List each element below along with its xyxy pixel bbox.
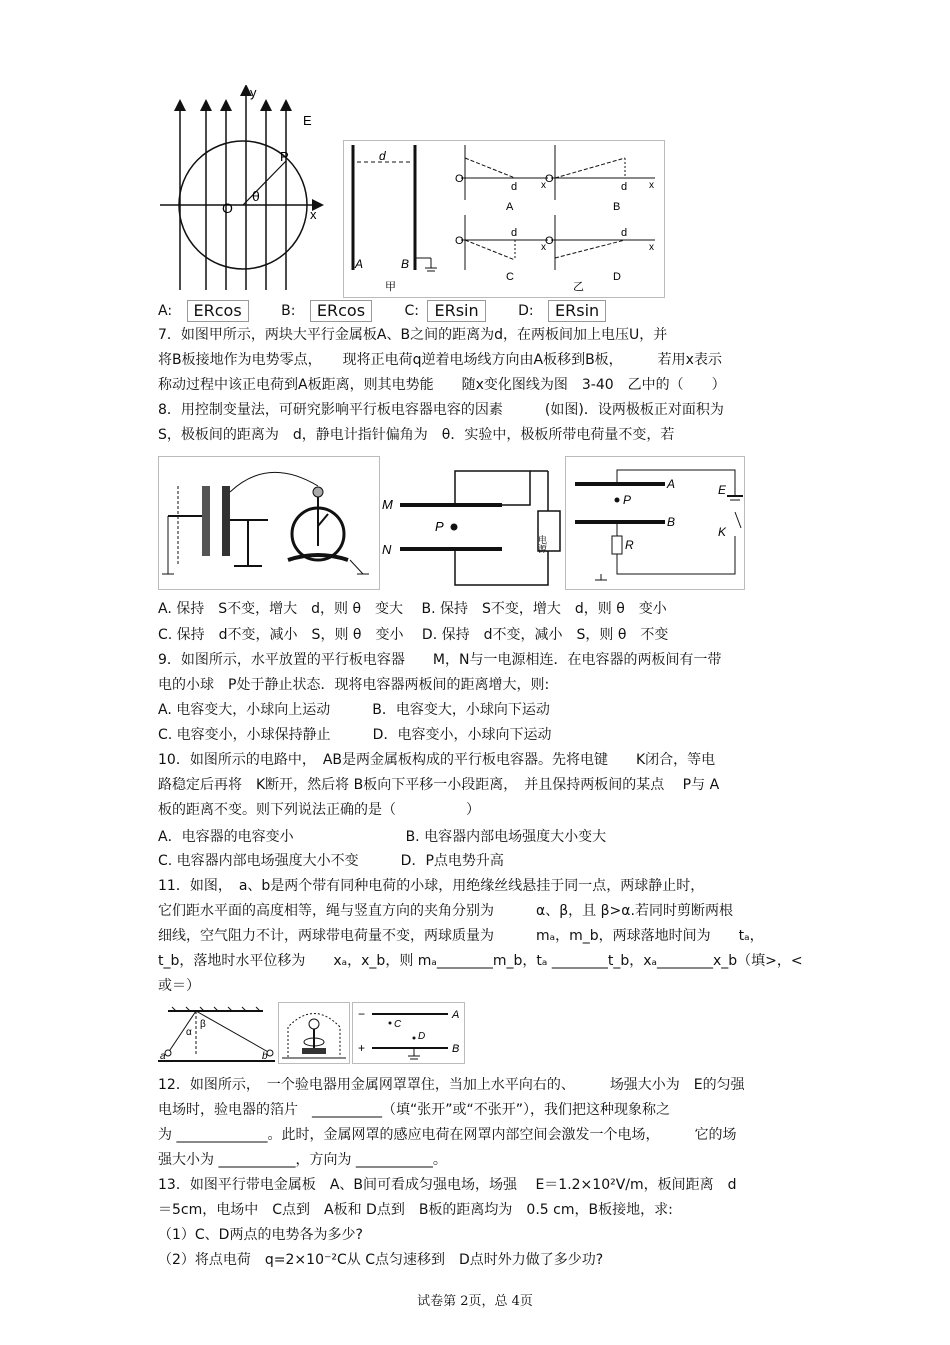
text-line: A. 保持 S不变，增大 d，则 θ 变大 B. 保持 S不变，增大 d，则 θ 变小 [158,601,667,617]
graphD-label: D [613,271,621,283]
fig7-B: B [401,257,410,271]
graphB-o: O [545,173,554,185]
text-line: C. 电容器内部电场强度大小不变 D．P点电势升高 [158,853,504,869]
figure-circle-field [158,85,333,300]
text-line: 强大小为 ___________，方向为 ___________。 [158,1152,447,1168]
text-line: C. 电容变小，小球保持静止 D．电容变小，小球向下运动 [158,727,552,743]
fig9-M: M [382,497,393,512]
graphD-x: x [649,242,654,253]
fig13-plus: + [358,1041,366,1055]
text-line: 12．如图所示， 一个验电器用金属网罩罩住，当加上水平向右的、 场强大小为 E的匀强 [158,1077,745,1093]
q6-option-b-key: B: [281,303,296,319]
fig7-d: d [379,149,386,163]
text-line: 称动过程中该正电荷到A板距离，则其电势能 随x变化图线为图 3-40 乙中的（ ） [158,377,726,393]
fig10-K: K [718,525,727,539]
text-line: 10．如图所示的电路中， AB是两金属板构成的平行板电容器。先将电键 K闭合，等电 [158,752,716,768]
fig13-minus: − [358,1007,366,1021]
q6-option-b: ERcos [310,300,372,322]
graphC-label: C [506,271,514,283]
fig7-jia: 甲 [385,281,396,293]
graphB-label: B [613,201,621,213]
graphC-d: d [511,227,518,239]
text-line: 电场时，验电器的箔片 __________（填“张开”或“不张开”），我们把这种现象称之 [158,1102,671,1118]
figure-plates-cd [352,1002,465,1064]
fig9-N: N [382,542,392,557]
figure-electroscope-cage [278,1002,350,1064]
fig6-y: y [250,85,257,100]
graphB-d: d [621,181,628,193]
text-line: t_b，落地时水平位移为 xₐ，x_b，则 mₐ________m_b，tₐ ________t_b，xₐ________x_b（填>，< [158,953,803,969]
figure-electrometer [158,456,380,590]
q6-option-c: ERsin [427,300,485,322]
figure-circuit-ab [565,456,745,590]
text-line: 或＝） [158,978,200,994]
text-line: 9．如图所示，水平放置的平行板电容器 M，N与一电源相连．在电容器的两板间有一带 [158,652,722,668]
figure-plates-graphs [343,140,665,298]
graphA-o: O [455,173,464,185]
fig13-D: D [418,1031,426,1042]
fig11-alpha: α [186,1027,192,1038]
graphC-o: O [455,235,464,247]
text-line: 8．用控制变量法，可研究影响平行板电容器电容的因素 (如图)．设两极板正对面积为 [158,402,724,418]
figure-hanging-balls [158,1005,275,1063]
q6-options [158,300,606,322]
graphD-o: O [545,235,554,247]
text-line: 电的小球 P处于静止状态．现将电容器两板间的距离增大，则: [158,677,550,693]
text-line: ＝5cm，电场中 C点到 A板和 D点到 B板的距离均为 0.5 cm，B板接地，求: [158,1202,673,1218]
graphC-x: x [541,242,546,253]
fig6-E: E [303,113,312,128]
fig7-A: A [355,257,364,271]
text-line: 为 _____________。此时，金属网罩的感应电荷在网罩内部空间会激发一个电场， 它的场 [158,1127,737,1143]
text-line: 13．如图平行带电金属板 A、B间可看成匀强电场，场强 E＝1.2×10²V/m，板间距离 d [158,1177,737,1193]
fig11-b: b [262,1051,268,1062]
fig10-E: E [718,483,727,497]
fig10-P: P [623,493,632,507]
fig13-C: C [394,1019,402,1030]
fig13-A: A [452,1009,460,1021]
q6-option-c-key: C: [404,303,420,319]
graphD-d: d [621,227,628,239]
fig10-B: B [667,515,676,529]
text-line: A. 电容变大，小球向上运动 B．电容变大，小球向下运动 [158,702,550,718]
q6-option-a: ERcos [187,300,249,322]
text-line: 将B板接地作为电势零点， 现将正电荷q逆着电场线方向由A板移到B板， 若用x表示 [158,352,722,368]
text-line: 细线，空气阻力不计，两球带电荷量不变，两球质量为 mₐ，m_b，两球落地时间为 tₐ， [158,928,764,944]
text-line: 11．如图， a、b是两个带有同种电荷的小球，用绝缘丝线悬挂于同一点，两球静止时， [158,878,705,894]
text-line: S，极板间的距离为 d，静电计指针偏角为 θ．实验中，极板所带电荷量不变，若 [158,427,675,443]
fig11-a: a [160,1051,166,1062]
fig13-B: B [452,1043,460,1055]
graphA-x: x [541,180,546,191]
text-line: （1）C、D两点的电势各为多少? [158,1227,363,1243]
text-line: A．电容器的电容变小 B. 电容器内部电场强度大小变大 [158,829,607,845]
text-line: 7．如图甲所示，两块大平行金属板A、B之间的距离为d，在两板间加上电压U，并 [158,327,668,343]
fig11-beta: β [200,1019,206,1030]
figure-capacitor-mn [380,467,565,590]
text-line: 路稳定后再将 K断开，然后将 B板向下平移一小段距离， 并且保持两板间的某点 P与 A [158,777,720,793]
graphB-x: x [649,180,654,191]
fig7-yi: 乙 [573,281,584,293]
fig10-R: R [625,538,634,552]
text-line: C. 保持 d不变，减小 S，则 θ 变小 D. 保持 d不变，减小 S，则 θ 不变 [158,627,669,643]
fig6-theta: θ [252,188,260,204]
fig6-O: O [222,200,233,216]
text-line: 板的距离不变。则下列说法正确的是（ ） [158,802,480,818]
text-line: 它们距水平面的高度相等，绳与竖直方向的夹角分别为 α、β，且 β>α.若同时剪断两根 [158,903,733,919]
fig6-x: x [310,207,317,222]
fig10-A: A [667,477,676,491]
fig6-P: P [280,149,289,164]
q6-option-d: ERsin [548,300,606,322]
graphA-label: A [506,201,514,213]
fig9-power: 电源 [537,535,547,553]
fig9-P: P [435,519,444,534]
q6-option-d-key: D: [518,303,534,319]
text-line: （2）将点电荷 q=2×10⁻²C从 C点匀速移到 D点时外力做了多少功? [158,1252,604,1268]
q6-option-a-key: A: [158,303,173,319]
graphA-d: d [511,181,518,193]
page-footer: 试卷第 2页，总 4页 [417,1294,533,1309]
